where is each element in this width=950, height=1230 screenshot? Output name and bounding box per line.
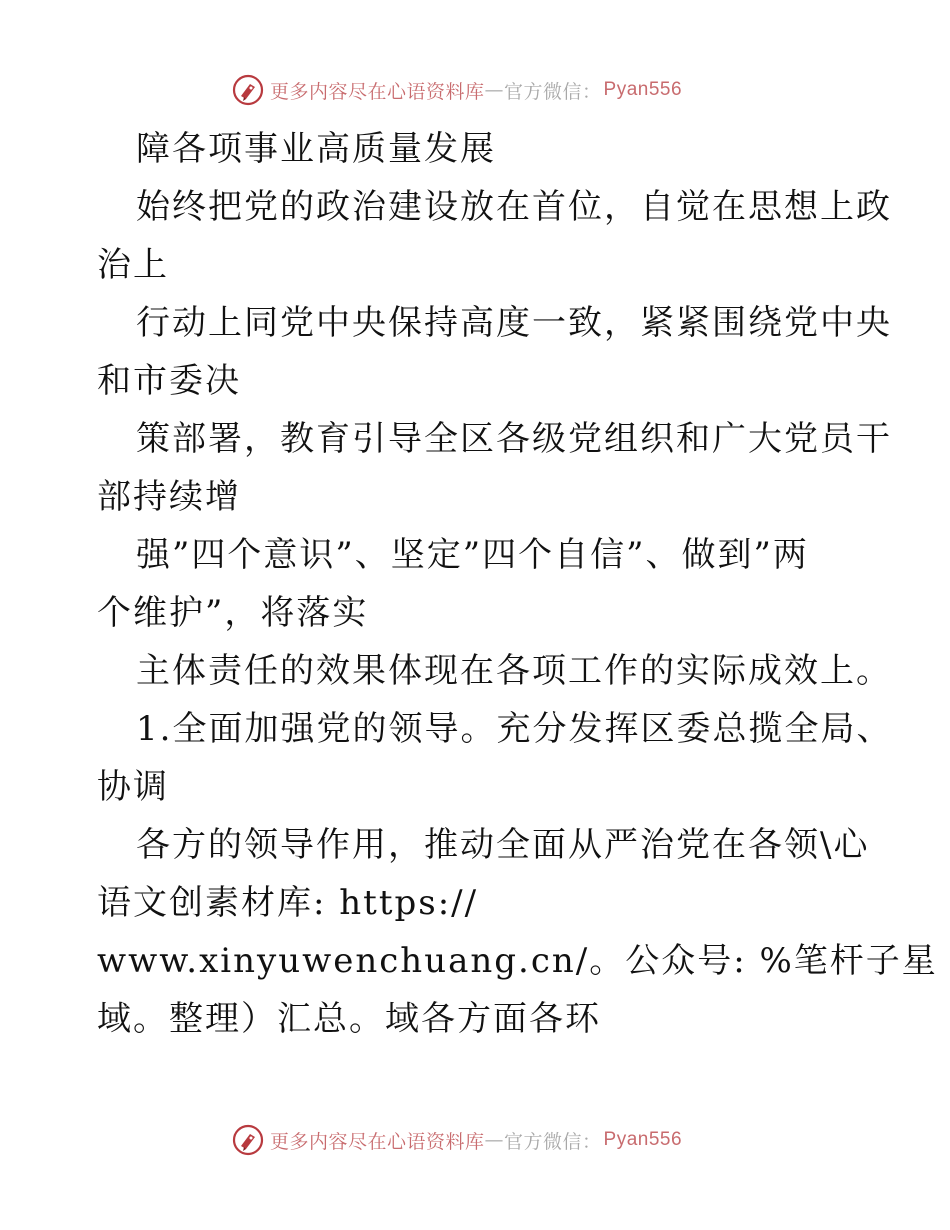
document-body — [97, 120, 938, 1048]
pen-nib-logo-icon — [232, 1124, 264, 1156]
text-line: 各方的领导作用，推动全面从严治党在各领\心 — [136, 825, 870, 865]
footer-watermark-sub: 官方微信： — [504, 1130, 602, 1153]
text-line: 域。整理）汇总。域各方面各环 — [97, 999, 601, 1039]
text-line: 始终把党的政治建设放在首位，自觉在思想上政 — [136, 187, 892, 227]
text-line: 语文创素材库: https:// — [97, 883, 479, 923]
text-line: 行动上同党中央保持高度一致，紧紧围绕党中央 — [136, 303, 892, 343]
text-line: 策部署，教育引导全区各级党组织和广大党员干 — [136, 419, 892, 459]
page-header-watermark — [232, 73, 682, 107]
text-line: 1.全面加强党的领导。充分发挥区委总揽全局、 — [136, 709, 893, 749]
header-watermark-id: Pyan556 — [603, 79, 683, 100]
text-line: 主体责任的效果体现在各项工作的实际成效上。 — [136, 651, 892, 691]
header-watermark-main: 更多内容尽在心语资料库 — [270, 80, 485, 103]
text-line: 障各项事业高质量发展 — [136, 129, 496, 169]
header-watermark-separator: — — [484, 79, 505, 101]
footer-watermark-main: 更多内容尽在心语资料库 — [270, 1130, 485, 1153]
footer-watermark-separator: — — [484, 1129, 505, 1151]
text-line: www.xinyuwenchuang.cn/。公众号: %笔杆子星 — [97, 941, 938, 981]
pen-nib-logo-icon — [232, 74, 264, 106]
page-footer-watermark — [232, 1123, 682, 1157]
text-line: 协调 — [97, 767, 169, 807]
text-line: 个维护”，将落实 — [97, 593, 369, 633]
header-watermark-sub: 官方微信： — [504, 80, 602, 103]
text-line: 强”四个意识”、坚定”四个自信”、做到”两 — [136, 535, 809, 575]
footer-watermark-id: Pyan556 — [603, 1129, 683, 1150]
text-line: 治上 — [97, 245, 169, 285]
text-line: 和市委决 — [97, 361, 241, 401]
text-line: 部持续增 — [97, 477, 241, 517]
